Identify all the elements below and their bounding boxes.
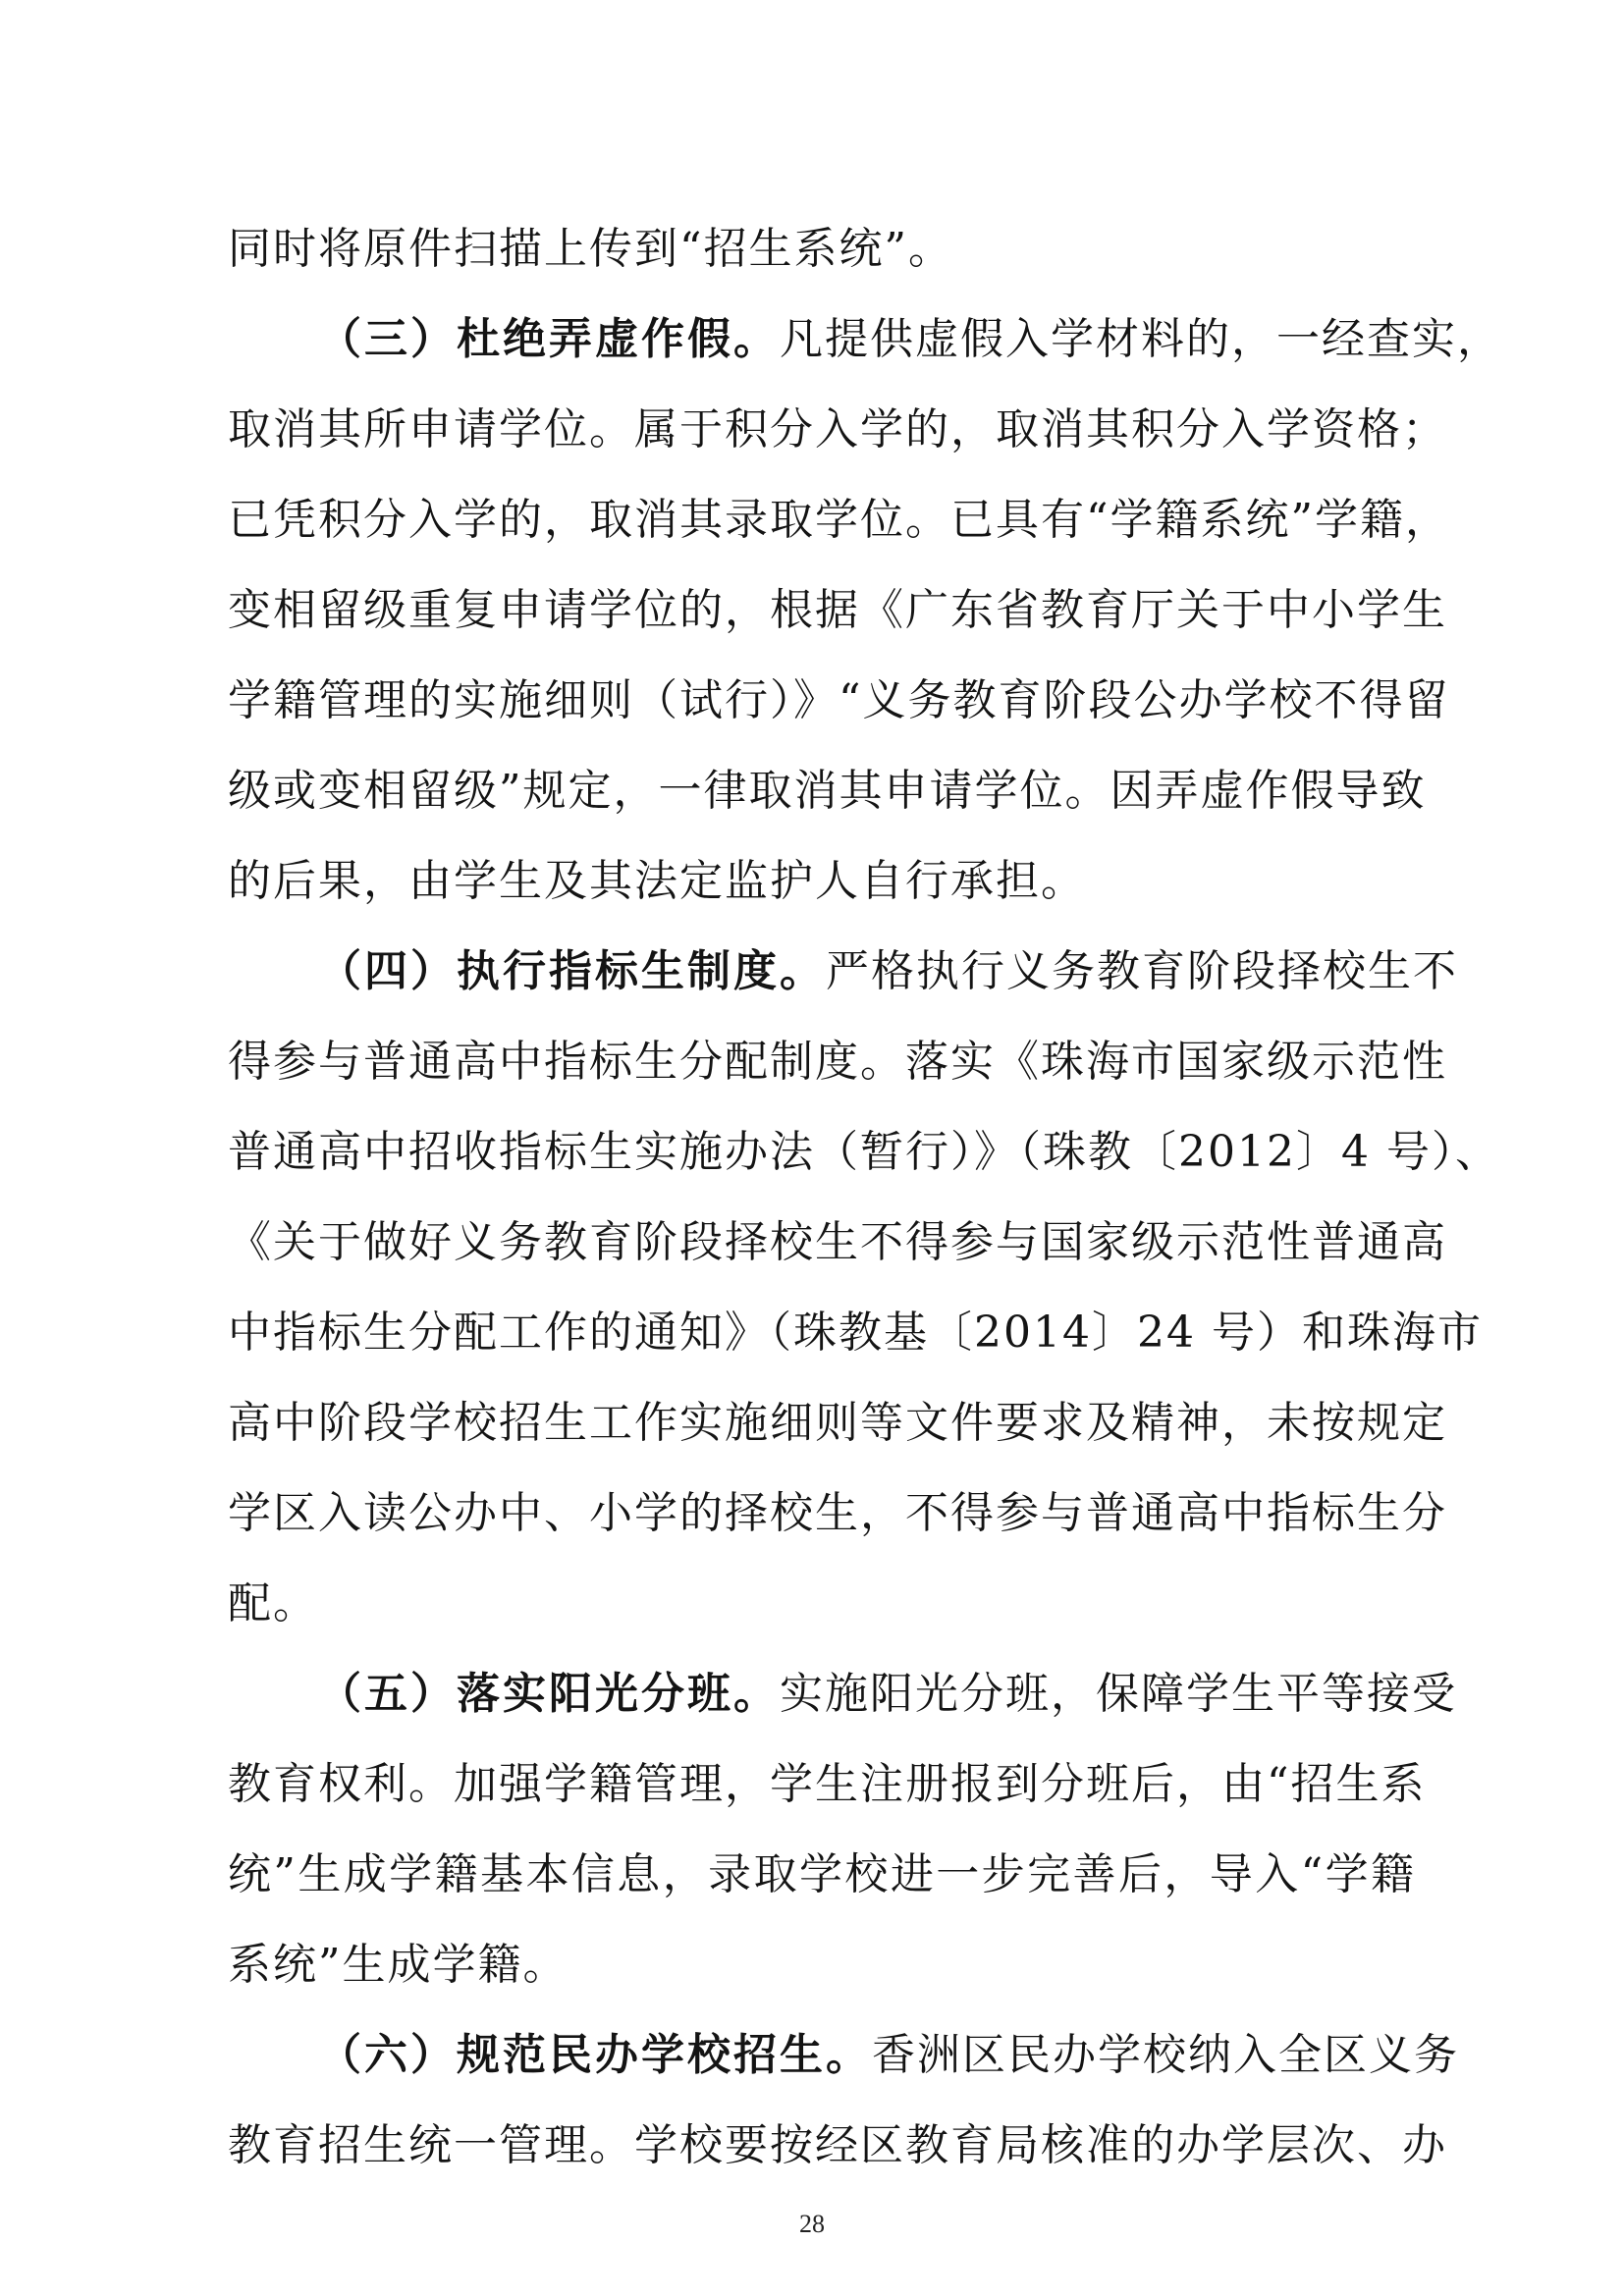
- body-line: [228, 1113, 1500, 1192]
- body-line: [228, 571, 1447, 650]
- body-line: [228, 1023, 1447, 1101]
- line-text: 高中阶段学校招生工作实施细则等文件要求及精神，未按规定: [228, 1398, 1447, 1448]
- body-line: [228, 1926, 1416, 2004]
- body-line: [228, 210, 1416, 289]
- body-line: [228, 2107, 1447, 2185]
- body-line: [228, 391, 1447, 469]
- line-text: 变相留级重复申请学位的，根据《广东省教育厅关于中小学生: [228, 585, 1447, 635]
- body-line: [228, 1745, 1427, 1824]
- body-line: [228, 1474, 1447, 1553]
- line-text: 学籍管理的实施细则（试行）》“义务教育阶段公办学校不得留: [228, 675, 1450, 725]
- line-text: 学区入读公办中、小学的择校生，不得参与普通高中指标生分: [228, 1488, 1447, 1538]
- line-text: 统”生成学籍基本信息，录取学校进一步完善后，导入“学籍: [228, 1849, 1416, 1899]
- line-text: 教育权利。加强学籍管理，学生注册报到分班后，由“招生系: [228, 1759, 1427, 1809]
- section-heading: （三）杜绝弄虚作假。: [318, 314, 780, 364]
- line-text: 《关于做好义务教育阶段择校生不得参与国家级示范性普通高: [228, 1217, 1447, 1267]
- line-text: 教育招生统一管理。学校要按经区教育局核准的办学层次、办: [228, 2120, 1447, 2170]
- line-text: 普通高中招收指标生实施办法（暂行）》（珠教〔2012〕4 号）、: [228, 1127, 1500, 1177]
- section-heading-line: [318, 300, 1502, 379]
- line-text: 系统”生成学籍。: [228, 1940, 568, 1990]
- section-heading: （四）执行指标生制度。: [318, 946, 826, 996]
- line-text: 得参与普通高中指标生分配制度。落实《珠海市国家级示范性: [228, 1037, 1447, 1087]
- section-heading-line: [318, 2016, 1459, 2095]
- body-line: [228, 1384, 1447, 1463]
- section-heading-line: [318, 933, 1458, 1011]
- line-text: 的后果，由学生及其法定监护人自行承担。: [228, 856, 1086, 906]
- line-text: 已凭积分入学的，取消其录取学位。已具有“学籍系统”学籍，: [228, 495, 1450, 545]
- line-text: 级或变相留级”规定，一律取消其申请学位。因弄虚作假导致: [228, 766, 1427, 816]
- line-text: 实施阳光分班，保障学生平等接受: [780, 1669, 1457, 1719]
- line-text: 香洲区民办学校纳入全区义务: [872, 2030, 1459, 2080]
- line-text: 严格执行义务教育阶段择校生不: [826, 946, 1458, 996]
- page-number: 28: [799, 2210, 825, 2238]
- body-line: [228, 481, 1450, 560]
- body-line: [228, 842, 1416, 921]
- body-line: [228, 662, 1450, 740]
- body-line: [228, 752, 1427, 830]
- body-line: [228, 1565, 1416, 1643]
- section-heading-line: [318, 1655, 1457, 1734]
- section-heading: （六）规范民办学校招生。: [318, 2030, 872, 2080]
- line-text: 配。: [228, 1578, 318, 1629]
- body-line: [228, 1203, 1447, 1282]
- section-heading: （五）落实阳光分班。: [318, 1669, 780, 1719]
- body-line: [228, 1836, 1416, 1914]
- line-text: 凡提供虚假入学材料的，一经查实，: [780, 314, 1502, 364]
- body-line: [228, 1294, 1483, 1372]
- line-text: 中指标生分配工作的通知》（珠教基〔2014〕24 号）和珠海市: [228, 1308, 1483, 1358]
- line-text: 取消其所申请学位。属于积分入学的，取消其积分入学资格；: [228, 404, 1447, 454]
- line-text: 同时将原件扫描上传到“招生系统”。: [228, 224, 953, 274]
